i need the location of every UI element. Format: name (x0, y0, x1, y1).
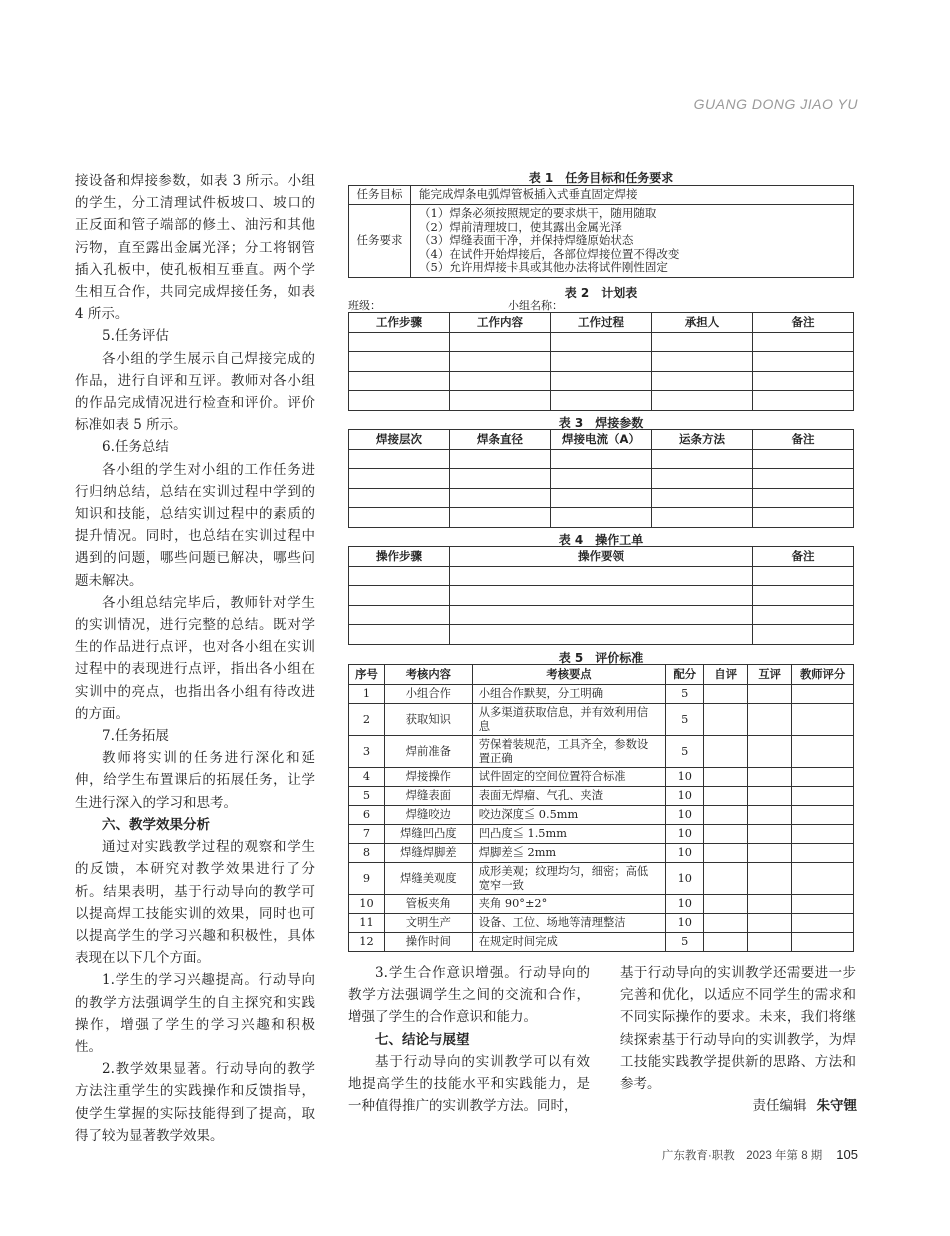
requirement-item: （4）在试件开始焊接后，各部位焊接位置不得改变 (419, 246, 680, 261)
cell-item: 焊缝表面 (384, 787, 472, 806)
goal-text: 能完成焊条电弧焊管板插入式垂直固定焊接 (411, 186, 854, 205)
cell-item: 焊缝焊脚差 (384, 844, 472, 863)
requirement-label: 任务要求 (349, 205, 411, 278)
cell-index: 2 (349, 704, 385, 736)
paragraph: 接设备和焊接参数，如表 3 所示。小组的学生，分工清理试件板坡口、坡口的正反面和管子端部的修土、油污和其他污物，直至露出金属光泽；分工将钢管插入孔板中，使孔板相互垂直。两个学生相互合作，共同完成焊接任务，如表 4 所示。 (75, 173, 315, 323)
table5-title: 表 5 评价标准 (558, 651, 644, 665)
empty-row (349, 332, 854, 352)
cell-item: 小组合作 (384, 685, 472, 704)
table2-title: 表 2 计划表 (564, 286, 638, 300)
empty-row (349, 508, 854, 528)
table-row (349, 933, 854, 952)
table3-welding-params (348, 429, 854, 528)
section-heading-conclusion: 七、结论与展望 (375, 1031, 470, 1048)
header-cell: 工作过程 (551, 313, 652, 333)
header-cell: 操作要领 (450, 547, 753, 567)
header-cell: 序号 (349, 665, 385, 685)
cell-point: 夹角 90°±2° (472, 895, 666, 914)
table-row (349, 736, 854, 768)
empty-row (349, 566, 854, 586)
cell-index: 12 (349, 933, 385, 952)
table-row (349, 914, 854, 933)
editor-label: 责任编辑 (752, 1098, 807, 1114)
empty-row (349, 371, 854, 391)
table4-title: 表 4 操作工单 (558, 533, 644, 547)
class-label: 班级： (348, 299, 381, 312)
empty-row (349, 586, 854, 606)
cell-score: 10 (666, 914, 704, 933)
paragraph: 2.教学效果显著。行动导向的教学方法注重学生的实践操作和反馈指导，使学生掌握的实际技能得到了提高，取得了较为显著教学效果。 (75, 1061, 315, 1144)
header-cell: 焊接电流（A） (551, 430, 652, 450)
cell-score: 10 (666, 806, 704, 825)
cell-score: 10 (666, 895, 704, 914)
cell-item: 焊缝凹凸度 (384, 825, 472, 844)
cell-index: 4 (349, 768, 385, 787)
paragraph: 各小组的学生对小组的工作任务进行归纳总结，总结在实训过程中学到的知识和技能，总结实训过程中的素质的提升情况。同时，也总结在实训过程中遇到的问题，哪些问题已解决，哪些问题未解决。 (75, 461, 315, 589)
paragraph: 1.学生的学习兴趣提高。行动导向的教学方法强调学生的自主探究和实践操作，增强了学生的学习兴趣和积极性。 (75, 972, 315, 1055)
table1-task-goals (348, 185, 854, 278)
cell-item: 管板夹角 (384, 895, 472, 914)
goal-label: 任务目标 (349, 186, 411, 205)
table4-work-order (348, 546, 854, 645)
running-head: GUANG DONG JIAO YU (693, 96, 858, 112)
right-column (620, 962, 856, 1095)
cell-score: 10 (666, 787, 704, 806)
cell-point: 设备、工位、场地等清理整洁 (472, 914, 666, 933)
cell-index: 1 (349, 685, 385, 704)
cell-index: 8 (349, 844, 385, 863)
cell-point: 成形美观；纹理均匀，细密；高低宽窄一致 (472, 863, 666, 895)
cell-point: 从多渠道获取信息，并有效利用信息 (472, 704, 666, 736)
table1-title: 表 1 任务目标和任务要求 (528, 171, 674, 185)
paragraph: 基于行动导向的实训教学还需要进一步完善和优化，以适应不同学生的需求和不同实际操作的要求。未来，我们将继续探索基于行动导向的实训教学，为焊工技能实践教学提供新的思路、方法和参考。 (620, 965, 856, 1093)
paragraph: 教师将实训的任务进行深化和延伸，给学生布置课后的拓展任务，让学生进行深入的学习和思考。 (75, 750, 315, 811)
cell-score: 10 (666, 768, 704, 787)
header-cell: 考核内容 (384, 665, 472, 685)
table-row (349, 895, 854, 914)
empty-row (349, 449, 854, 469)
cell-item: 焊接操作 (384, 768, 472, 787)
table5-evaluation (348, 664, 854, 952)
header-cell: 备注 (753, 430, 854, 450)
cell-point: 凹凸度≦ 1.5mm (472, 825, 666, 844)
header-cell: 配分 (666, 665, 704, 685)
section-heading-effect-analysis: 六、教学效果分析 (102, 816, 210, 833)
empty-row (349, 605, 854, 625)
cell-point: 试件固定的空间位置符合标准 (472, 768, 666, 787)
header-cell: 备注 (753, 547, 854, 567)
cell-index: 7 (349, 825, 385, 844)
page-footer (662, 1147, 858, 1163)
subheading-task-extension: 7.任务拓展 (102, 728, 169, 745)
editor-name: 朱守锂 (816, 1098, 857, 1114)
cell-score: 10 (666, 825, 704, 844)
header-cell: 备注 (753, 313, 854, 333)
empty-row (349, 625, 854, 645)
subheading-task-summary: 6.任务总结 (102, 439, 169, 456)
paragraph: 3.学生合作意识增强。行动导向的教学方法强调学生之间的交流和合作，增强了学生的合作意识和能力。 (348, 965, 590, 1026)
page-number: 105 (836, 1147, 858, 1162)
header-cell: 操作步骤 (349, 547, 450, 567)
subheading-task-evaluation: 5.任务评估 (102, 328, 169, 345)
cell-point: 在规定时间完成 (472, 933, 666, 952)
paragraph: 基于行动导向的实训教学可以有效地提高学生的技能水平和实践能力，是一种值得推广的实训教学方法。同时， (348, 1053, 590, 1115)
requirement-item: （2）焊前清理坡口，使其露出金属光泽 (419, 219, 622, 234)
cell-index: 3 (349, 736, 385, 768)
cell-index: 6 (349, 806, 385, 825)
empty-row (349, 488, 854, 508)
cell-point: 小组合作默契，分工明确 (472, 685, 666, 704)
cell-score: 5 (666, 704, 704, 736)
table2-plan (348, 312, 854, 411)
requirements-list (411, 205, 854, 278)
paragraph: 各小组总结完毕后，教师针对学生的实训情况，进行完整的总结。既对学生的作品进行点评，也对各小组在实训过程中的表现进行点评，指出各小组在实训中的亮点，也指出各小组有待改进的方面。 (75, 594, 315, 722)
cell-item: 焊前准备 (384, 736, 472, 768)
cell-point: 焊脚差≦ 2mm (472, 844, 666, 863)
paragraph: 通过对实践教学过程的观察和学生的反馈，本研究对教学效果进行了分析。结果表明，基于行动导向的教学可以提高焊工技能实训的效果，同时也可以提高学生的学习兴趣和积极性，具体表现在以下几个方面。 (75, 839, 315, 967)
cell-score: 10 (666, 844, 704, 863)
middle-column (348, 962, 590, 1117)
cell-score: 5 (666, 736, 704, 768)
cell-item: 焊缝咬边 (384, 806, 472, 825)
paragraph: 各小组的学生展示自己焊接完成的作品，进行自评和互评。教师对各小组的作品完成情况进行检查和评价。评价标准如表 5 所示。 (75, 350, 315, 434)
table-row (349, 863, 854, 895)
group-label: 小组名称： (508, 299, 563, 312)
header-cell: 考核要点 (472, 665, 666, 685)
table-row (349, 825, 854, 844)
table-row (349, 685, 854, 704)
table-row (349, 787, 854, 806)
table-row (349, 768, 854, 787)
empty-row (349, 391, 854, 411)
cell-item: 操作时间 (384, 933, 472, 952)
cell-point: 劳保着装规范，工具齐全，参数设置正确 (472, 736, 666, 768)
cell-index: 9 (349, 863, 385, 895)
table-row (349, 844, 854, 863)
table-row (349, 806, 854, 825)
cell-score: 5 (666, 933, 704, 952)
journal-name: 广东教育·职教 2023 年第 8 期 (661, 1150, 823, 1162)
table2-meta (348, 297, 854, 313)
header-cell: 工作内容 (450, 313, 551, 333)
cell-item: 焊缝美观度 (384, 863, 472, 895)
header-cell: 承担人 (652, 313, 753, 333)
header-cell: 焊接层次 (349, 430, 450, 450)
cell-item: 文明生产 (384, 914, 472, 933)
requirement-item: （5）允许用焊接卡具或其他办法将试件刚性固定 (419, 260, 668, 274)
header-cell: 工作步骤 (349, 313, 450, 333)
header-cell: 教师评分 (792, 665, 854, 685)
empty-row (349, 352, 854, 372)
requirement-item: （1）焊条必须按照规定的要求烘干，随用随取 (419, 206, 657, 220)
cell-score: 10 (666, 863, 704, 895)
requirement-item: （3）焊缝表面干净，并保持焊缝原始状态 (419, 233, 634, 247)
header-cell: 互评 (748, 665, 792, 685)
cell-score: 5 (666, 685, 704, 704)
header-cell: 运条方法 (652, 430, 753, 450)
table-row (349, 704, 854, 736)
cell-index: 11 (349, 914, 385, 933)
table3-title: 表 3 焊接参数 (558, 416, 644, 430)
editor-credit (753, 1094, 858, 1114)
empty-row (349, 469, 854, 489)
header-cell: 自评 (704, 665, 748, 685)
cell-item: 获取知识 (384, 704, 472, 736)
left-column (75, 170, 315, 1147)
header-cell: 焊条直径 (450, 430, 551, 450)
cell-point: 表面无焊瘤、气孔、夹渣 (472, 787, 666, 806)
cell-index: 5 (349, 787, 385, 806)
cell-index: 10 (349, 895, 385, 914)
cell-point: 咬边深度≦ 0.5mm (472, 806, 666, 825)
